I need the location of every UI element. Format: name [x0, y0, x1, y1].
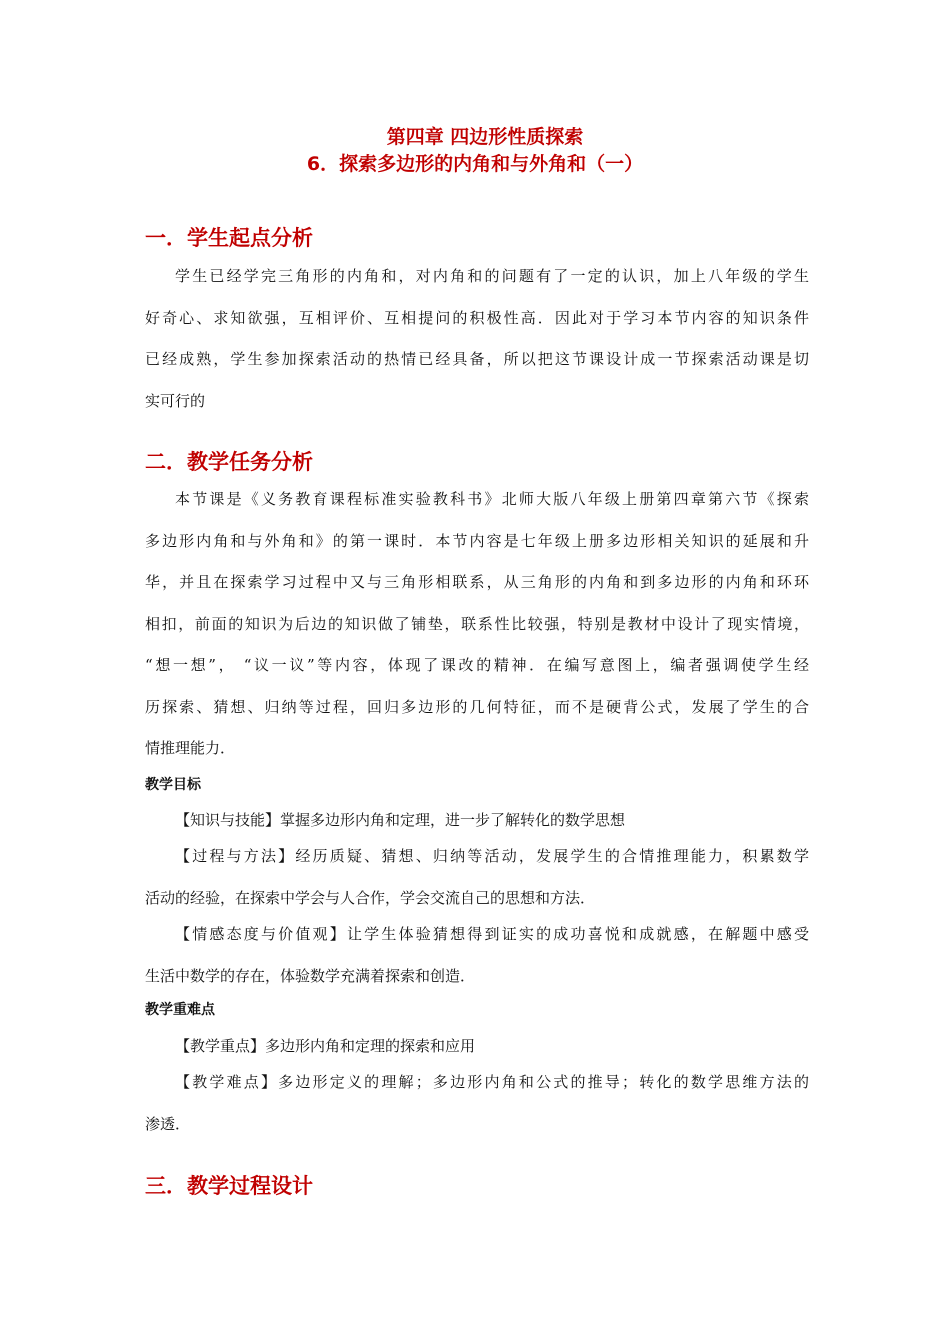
paragraph-line: 渗透． [145, 1114, 191, 1133]
paragraph-student-analysis [145, 256, 809, 422]
paragraph-line: 【教学难点】多边形定义的理解；多边形内角和公式的推导；转化的数学思维方法的 [175, 1073, 809, 1091]
subheading-teaching-objectives: 教学目标 [145, 777, 201, 793]
paragraph-line: 学生已经学完三角形的内角和，对内角和的问题有了一定的认识，加上八年级的学生 [175, 267, 809, 285]
objective-emotion-values [145, 914, 809, 997]
paragraph-line: 【过程与方法】经历质疑、猜想、归纳等活动，发展学生的合情推理能力，积累数学 [175, 847, 809, 865]
paragraph-line: 已经成熟，学生参加探索活动的热情已经具备，所以把这节课设计成一节探索活动课是切 [145, 350, 809, 368]
paragraph-task-analysis [145, 479, 809, 770]
paragraph-line: 【情感态度与价值观】让学生体验猜想得到证实的成功喜悦和成就感，在解题中感受 [175, 925, 809, 943]
section-heading-task-analysis: 二．教学任务分析 [145, 450, 313, 474]
paragraph-line: 【教学重点】多边形内角和定理的探索和应用 [175, 1037, 476, 1055]
paragraph-line: 好奇心、求知欲强，互相评价、互相提问的积极性高．因此对于学习本节内容的知识条件 [145, 308, 809, 327]
paragraph-line: 本节课是《义务教育课程标准实验教科书》北师大版八年级上册第四章第六节《探索 [175, 490, 809, 508]
paragraph-line: “想一想”， “议一议”等内容，体现了课改的精神．在编写意图上，编者强调使学生经 [145, 656, 809, 674]
section-heading-student-analysis: 一．学生起点分析 [145, 226, 313, 250]
section-heading-teaching-process: 三．教学过程设计 [145, 1174, 313, 1198]
paragraph-line: 生活中数学的存在，体验数学充满着探索和创造． [145, 966, 476, 985]
paragraph-line: 多边形内角和与外角和》的第一课时．本节内容是七年级上册多边形相关知识的延展和升 [145, 531, 809, 550]
paragraph-line: 相扣，前面的知识为后边的知识做了铺垫，联系性比较强，特别是教材中设计了现实情境， [145, 614, 809, 633]
lesson-title: 6．探索多边形的内角和与外角和（一） [306, 153, 644, 175]
paragraph-line: 历探索、猜想、归纳等过程，回归多边形的几何特征，而不是硬背公式，发展了学生的合 [145, 697, 809, 716]
objective-process-methods [145, 836, 809, 919]
paragraph-line: 情推理能力． [145, 739, 236, 757]
paragraph-line: 华，并且在探索学习过程中又与三角形相联系，从三角形的内角和到多边形的内角和环环 [145, 573, 809, 591]
paragraph-line: 【知识与技能】掌握多边形内角和定理，进一步了解转化的数学思想 [175, 811, 626, 829]
difficult-point [145, 1062, 809, 1145]
paragraph-line: 实可行的 [145, 391, 206, 410]
subheading-key-difficult-points: 教学重难点 [145, 1002, 215, 1018]
paragraph-line: 活动的经验，在探索中学会与人合作，学会交流自己的思想和方法． [145, 888, 596, 907]
chapter-title: 第四章 四边形性质探索 [386, 126, 584, 148]
